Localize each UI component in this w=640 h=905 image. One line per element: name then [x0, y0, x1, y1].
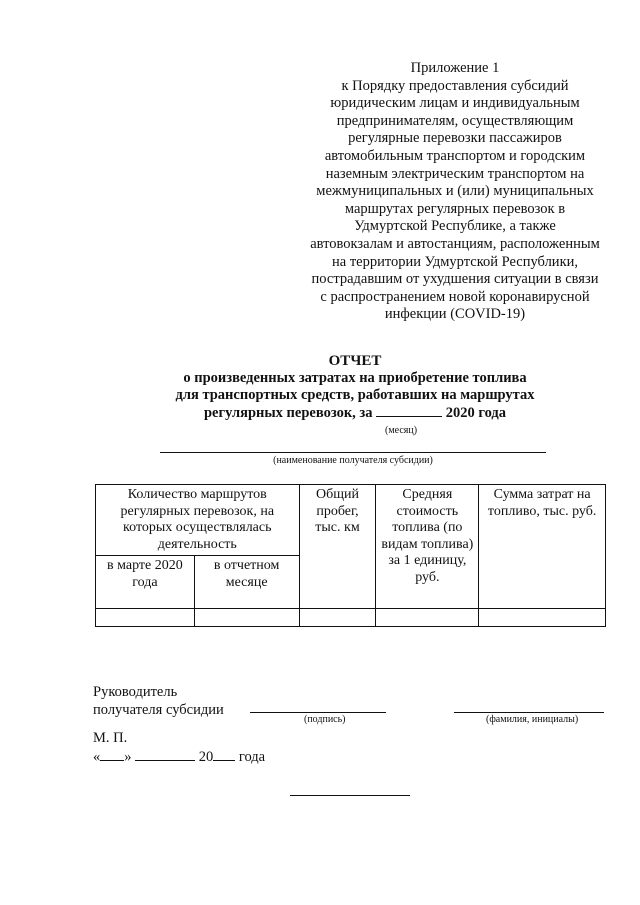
appendix-header	[300, 60, 610, 324]
date-suffix: года	[238, 748, 266, 765]
bottom-separator-line	[290, 795, 410, 796]
date-line	[93, 748, 265, 767]
signatory-label-line: Руководитель	[93, 684, 178, 700]
recipient-note: (наименование получателя субсидии)	[273, 455, 433, 466]
year-blank	[213, 748, 235, 761]
signatory-label-line: получателя субсидии	[93, 701, 224, 718]
report-period-suffix: 2020 года	[445, 405, 507, 421]
appendix-line: регулярные перевозки пассажиров	[348, 130, 562, 147]
appendix-line: Приложение 1	[410, 60, 500, 76]
report-title-line: о произведенных затратах на приобретение топлива	[183, 370, 527, 386]
appendix-line: к Порядку предоставления субсидий	[341, 77, 569, 94]
name-note: (фамилия, инициалы)	[486, 714, 579, 725]
appendix-line: предпринимателям, осуществляющим	[336, 112, 574, 129]
signature-line	[250, 712, 386, 713]
report-heading: ОТЧЕТ	[328, 353, 382, 369]
col-routes-month-header: в отчетном месяце	[194, 556, 299, 609]
date-quote-open: «	[93, 748, 101, 765]
table-row	[96, 609, 606, 627]
table-cell	[194, 609, 299, 627]
col-mileage-header: Общий пробег, тыс. км	[299, 485, 376, 609]
table-cell	[299, 609, 376, 627]
appendix-line: автомобильным транспортом и городским	[324, 147, 586, 164]
appendix-line: на территории Удмуртской Республики,	[332, 253, 578, 270]
appendix-line: межмуниципальных и (или) муниципальных	[316, 183, 594, 200]
report-title-line: для транспортных средств, работавших на маршрутах	[175, 387, 535, 403]
appendix-line: маршрутах регулярных перевозок в	[344, 200, 566, 217]
year-prefix: 20	[198, 748, 214, 765]
month-blank	[135, 748, 195, 761]
month-note: (месяц)	[385, 425, 418, 436]
col-routes-header: Количество маршрутов регулярных перевозок, на которых осуществлялась деятельность	[96, 485, 300, 556]
col-routes-march-header: в марте 2020 года	[96, 556, 195, 609]
signature-note: (подпись)	[304, 714, 346, 725]
stamp-label: М. П.	[93, 730, 128, 746]
appendix-line: юридическим лицам и индивидуальным	[330, 95, 580, 112]
signatory-label	[93, 684, 224, 719]
appendix-line: инфекции (COVID-19)	[384, 306, 526, 323]
table-cell	[479, 609, 606, 627]
appendix-line: с распространением новой коронавирусной	[320, 288, 590, 305]
name-line	[454, 712, 604, 713]
appendix-line: пострадавшим от ухудшения ситуации в связи	[311, 271, 599, 288]
report-title-line	[100, 404, 610, 422]
report-title	[100, 353, 610, 422]
report-table	[95, 484, 606, 627]
report-period-prefix: регулярных перевозок, за	[203, 405, 373, 421]
table-cell	[376, 609, 479, 627]
day-blank	[100, 748, 124, 761]
col-total-cost-header: Сумма затрат на топливо, тыс. руб.	[479, 485, 606, 609]
recipient-line	[160, 452, 546, 453]
table-cell	[96, 609, 195, 627]
col-fuel-cost-header: Средняя стоимость топлива (по видам топлива) за 1 единицу, руб.	[376, 485, 479, 609]
appendix-line: автовокзалам и автостанциям, расположенным	[310, 235, 600, 252]
appendix-line: наземным электрическим транспортом на	[325, 165, 585, 182]
date-quote-close: »	[124, 748, 132, 765]
appendix-line: Удмуртской Республике, а также	[354, 218, 556, 235]
stamp-and-date	[93, 730, 265, 766]
month-blank	[376, 404, 442, 417]
